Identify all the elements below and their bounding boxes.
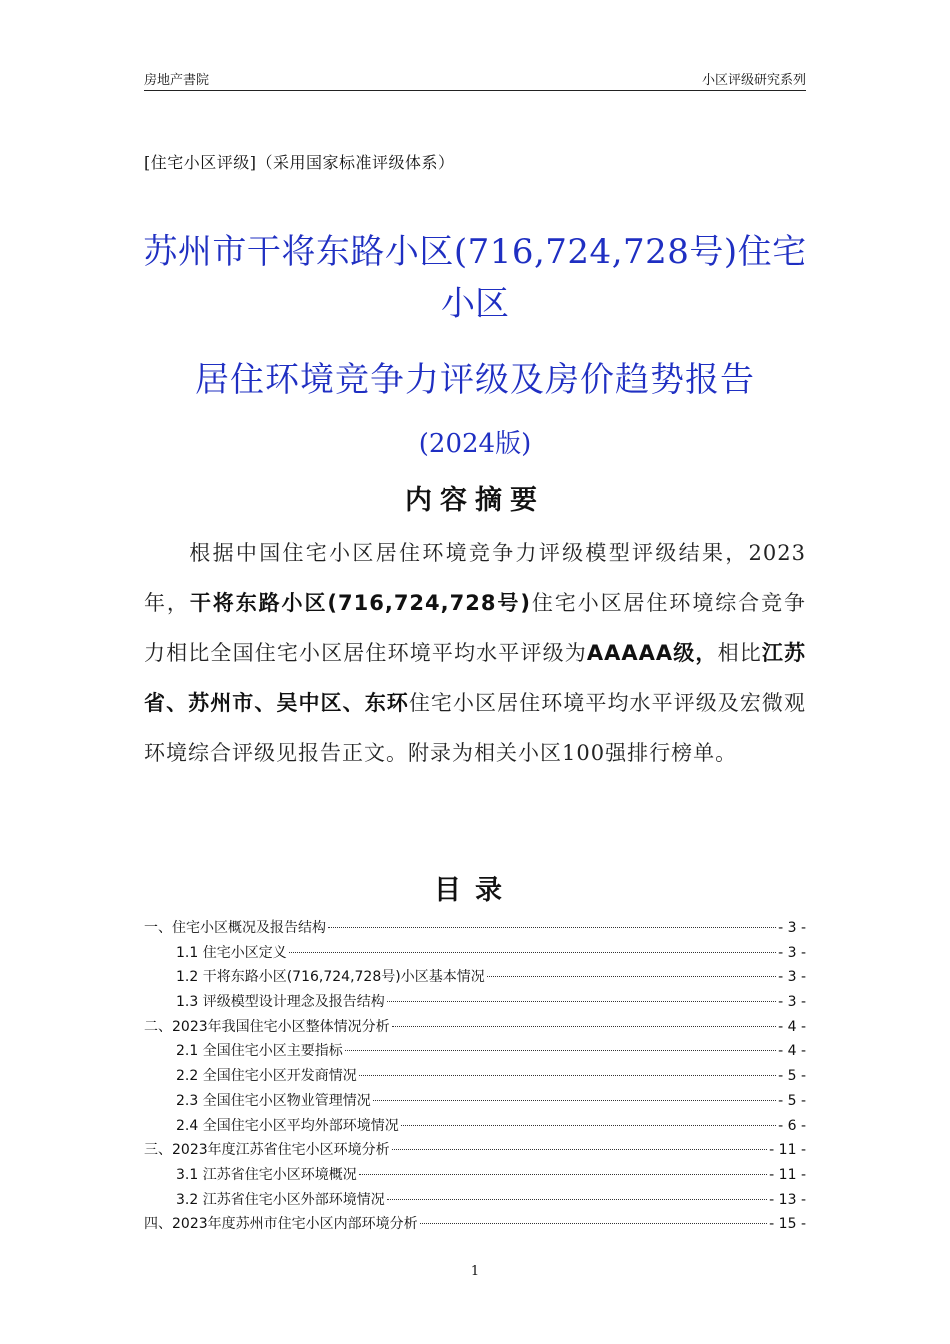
toc-leader-dots: [420, 1223, 768, 1224]
toc-entry-page: - 4 -: [778, 1043, 806, 1060]
title-edition: (2024版): [418, 429, 532, 459]
toc-entry-page: - 11 -: [769, 1166, 806, 1183]
toc-entry-label: 1.3 评级模型设计理念及报告结构: [176, 994, 385, 1011]
abstract-regions: 江苏省、苏州市、吴中区、东环: [144, 641, 807, 715]
toc-entry-page: - 15 -: [769, 1216, 806, 1233]
toc-entry[interactable]: [144, 917, 806, 942]
toc-leader-dots: [345, 1050, 776, 1051]
toc-entry[interactable]: [144, 991, 806, 1016]
toc-entry-page: - 4 -: [778, 1018, 806, 1035]
toc-leader-dots: [401, 1125, 776, 1126]
title-line-1: 苏州市干将东路小区(716,724,728号)住宅: [143, 232, 807, 272]
abstract-text-3: 相比: [717, 641, 762, 665]
header-divider: [144, 90, 806, 91]
toc-entry-page: - 5 -: [778, 1092, 806, 1109]
toc-entry-page: - 3 -: [778, 944, 806, 961]
toc-entry-page: - 6 -: [778, 1117, 806, 1134]
toc-entry-label: 2.1 全国住宅小区主要指标: [176, 1043, 343, 1060]
toc-leader-dots: [373, 1100, 776, 1101]
toc-entry-label: 2.4 全国住宅小区平均外部环境情况: [176, 1117, 399, 1134]
toc-entry-label: 二、2023年我国住宅小区整体情况分析: [144, 1018, 390, 1035]
toc-leader-dots: [359, 1075, 776, 1076]
toc-leader-dots: [487, 976, 776, 977]
toc-entry-label: 三、2023年度江苏省住宅小区环境分析: [144, 1142, 390, 1159]
abstract-paragraph: [144, 528, 806, 778]
toc-entry-page: - 5 -: [778, 1068, 806, 1085]
report-tagline: [住宅小区评级]（采用国家标准评级体系）: [144, 153, 455, 172]
toc-leader-dots: [289, 952, 776, 953]
toc-leader-dots: [328, 927, 776, 928]
toc-entry[interactable]: [144, 1040, 806, 1065]
toc-entry-label: 1.2 干将东路小区(716,724,728号)小区基本情况: [176, 969, 485, 986]
toc-entry-label: 2.3 全国住宅小区物业管理情况: [176, 1092, 371, 1109]
toc-entry-label: 3.2 江苏省住宅小区外部环境情况: [176, 1191, 385, 1208]
table-of-contents: [144, 917, 806, 1238]
toc-entry-page: - 3 -: [778, 969, 806, 986]
toc-entry-label: 四、2023年度苏州市住宅小区内部环境分析: [144, 1216, 418, 1233]
toc-entry-label: 一、住宅小区概况及报告结构: [144, 920, 326, 936]
abstract-text-4: 住宅小区居住环境平均水平评级及宏微观环境综合评级见报告正文。附录为相关小区100强排行榜单。: [144, 691, 806, 765]
header-right-text: 小区评级研究系列: [701, 73, 806, 88]
toc-entry[interactable]: [144, 1090, 806, 1115]
toc-entry-label: 1.1 住宅小区定义: [176, 944, 287, 961]
header-left-text: 房地产書院: [144, 73, 210, 88]
toc-entry-page: - 3 -: [778, 920, 806, 936]
toc-entry-page: - 13 -: [769, 1191, 806, 1208]
toc-entry[interactable]: [144, 1139, 806, 1164]
abstract-community-name: 干将东路小区(716,724,728号): [189, 591, 531, 615]
toc-entry[interactable]: [144, 1189, 806, 1214]
abstract-text-2: 住宅小区居住环境综合竞争力相比全国住宅小区居住环境平均水平评级为: [144, 591, 807, 665]
toc-entry[interactable]: [144, 942, 806, 967]
toc-leader-dots: [392, 1149, 768, 1150]
toc-entry[interactable]: [144, 1213, 806, 1238]
report-title: [130, 226, 820, 464]
page-header: [144, 66, 806, 88]
abstract-heading: 内容摘要: [405, 485, 545, 516]
abstract-rating: AAAAA级，: [586, 641, 718, 665]
toc-entry[interactable]: [144, 966, 806, 991]
toc-entry[interactable]: [144, 1065, 806, 1090]
page-number: 1: [470, 1264, 480, 1279]
abstract-text-1: 根据中国住宅小区居住环境竞争力评级模型评级结果，2023年，: [144, 541, 806, 615]
toc-heading: 目录: [434, 875, 516, 906]
toc-leader-dots: [359, 1174, 767, 1175]
toc-entry[interactable]: [144, 1164, 806, 1189]
toc-leader-dots: [387, 1001, 776, 1002]
toc-entry[interactable]: [144, 1016, 806, 1041]
toc-entry[interactable]: [144, 1115, 806, 1140]
toc-leader-dots: [387, 1199, 767, 1200]
title-line-2: 小区: [441, 284, 509, 324]
toc-entry-label: 3.1 江苏省住宅小区环境概况: [176, 1166, 357, 1183]
title-line-3: 居住环境竞争力评级及房价趋势报告: [195, 360, 755, 400]
toc-entry-page: - 11 -: [769, 1142, 806, 1159]
toc-leader-dots: [392, 1026, 776, 1027]
toc-entry-page: - 3 -: [778, 994, 806, 1011]
toc-entry-label: 2.2 全国住宅小区开发商情况: [176, 1068, 357, 1085]
